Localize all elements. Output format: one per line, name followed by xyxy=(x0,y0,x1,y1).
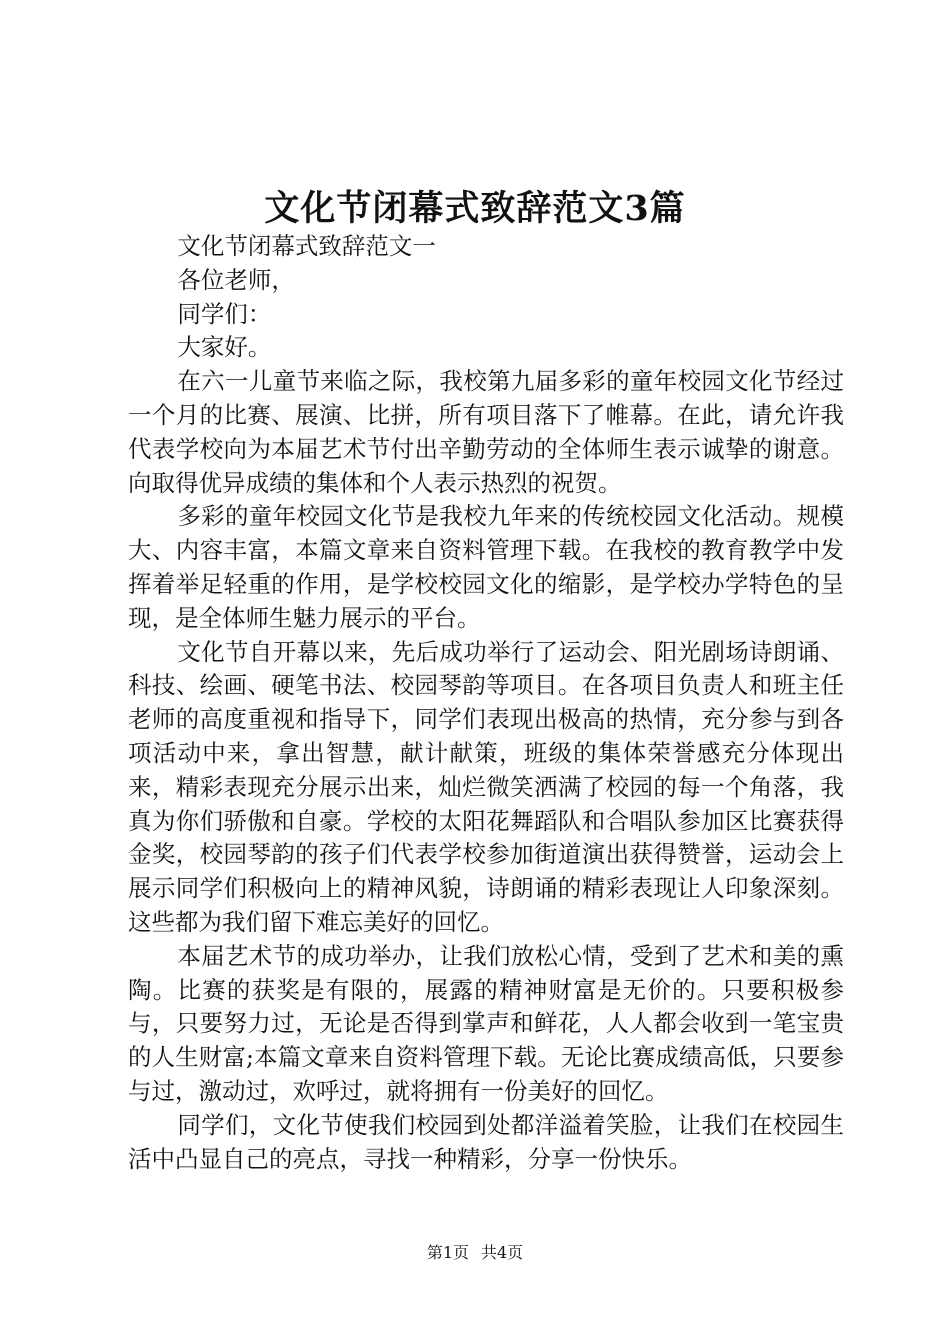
paragraph: 在六一儿童节来临之际，我校第九届多彩的童年校园文化节经过一个月的比赛、展演、比拼，所有项目落下了帷幕。在此，请允许我代表学校向为本届艺术节付出辛勤劳动的全体师生表示诚挚的谢意。向取得优异成绩的集体和个人表示热烈的祝贺。 xyxy=(128,367,844,497)
paragraph: 文化节自开幕以来，先后成功举行了运动会、阳光剧场诗朗诵、科技、绘画、硬笔书法、校园琴韵等项目。在各项目负责人和班主任老师的高度重视和指导下，同学们表现出极高的热情，充分参与到各项活动中来，拿出智慧，献计献策，班级的集体荣誉感充分体现出来，精彩表现充分展示出来，灿烂微笑洒满了校园的每一个角落，我真为你们骄傲和自豪。学校的太阳花舞蹈队和合唱队参加区比赛获得金奖，校园琴韵的孩子们代表学校参加街道演出获得赞誉，运动会上展示同学们积极向上的精神风貌，诗朗诵的精彩表现让人印象深刻。这些都为我们留下难忘美好的回忆。 xyxy=(128,637,844,936)
paragraph-greeting: 大家好。 xyxy=(177,333,272,362)
page-footer xyxy=(0,1242,950,1264)
paragraph: 本届艺术节的成功举办，让我们放松心情，受到了艺术和美的熏陶。比赛的获奖是有限的，展露的精神财富是无价的。只要积极参与，只要努力过，无论是否得到掌声和鲜花，人人都会收到一笔宝贵的人生财富;本篇文章来自资料管理下载。无论比赛成绩高低，只要参与过，激动过，欢呼过，就将拥有一份美好的回忆。 xyxy=(128,941,844,1105)
paragraph-salutation-teachers: 各位老师， xyxy=(177,265,295,294)
document-body xyxy=(128,230,844,1176)
page-number: 第1页 xyxy=(426,1243,469,1262)
paragraph-subtitle: 文化节闭幕式致辞范文一 xyxy=(177,232,436,260)
document-title: 文化节闭幕式致辞范文3篇 xyxy=(264,188,686,229)
paragraph: 同学们，文化节使我们校园到处都洋溢着笑脸，让我们在校园生活中凸显自己的亮点，寻找一种精彩，分享一份快乐。 xyxy=(128,1110,844,1173)
page-total: 共4页 xyxy=(481,1243,524,1262)
paragraph: 多彩的童年校园文化节是我校九年来的传统校园文化活动。规模大、内容丰富，本篇文章来自资料管理下载。在我校的教育教学中发挥着举足轻重的作用，是学校校园文化的缩影，是学校办学特色的呈现，是全体师生魅力展示的平台。 xyxy=(128,502,844,632)
paragraph-salutation-students: 同学们： xyxy=(177,299,272,328)
